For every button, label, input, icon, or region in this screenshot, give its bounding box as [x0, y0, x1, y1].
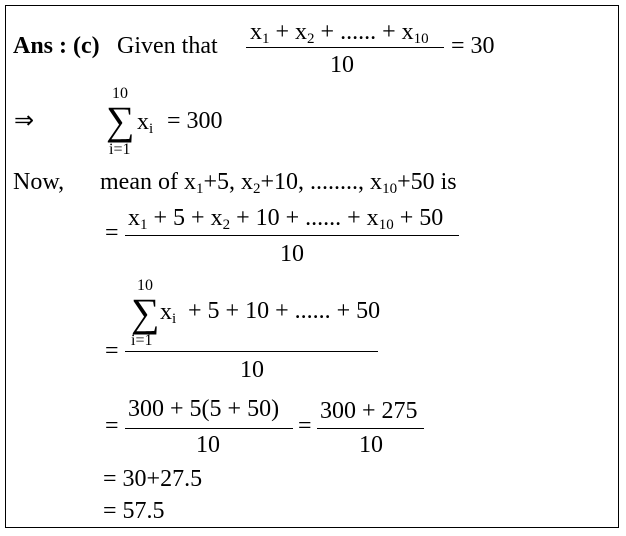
step1-fraction-bar: [125, 235, 459, 236]
implies-sum-var: $x_i$: [137, 109, 154, 137]
given-rhs: = 30: [451, 33, 495, 59]
step2-sigma-icon: ∑: [131, 290, 160, 335]
now-text: mean of $x_1+5$, $x_2+10$, ........, $x_{10}+50$ is: [100, 169, 457, 197]
step5-text: = 57.5: [103, 498, 165, 524]
given-denominator: 10: [330, 52, 354, 78]
implies-sigma-icon: ∑: [106, 98, 135, 143]
step3-left-denominator: 10: [196, 432, 220, 458]
step1-numerator: $x_1 + 5 + x_2 + 10$ + ...... + $x_{10} + 50$: [128, 205, 444, 233]
answer-intro: Given that: [117, 33, 218, 59]
answer-frame: [5, 5, 619, 528]
step3-right-numerator: 300 + 275: [320, 398, 418, 424]
step2-fraction-bar: [125, 351, 378, 352]
step2-numerator-rest: + 5 + 10 + ...... + 50: [188, 298, 381, 324]
step2-sum-lower: i=1: [131, 332, 153, 349]
implies-sum-lower: i=1: [109, 141, 131, 158]
step3-left-numerator: 300 + 5(5 + 50): [128, 396, 280, 422]
implies-sum-upper: 10: [112, 85, 128, 102]
step3-eq: =: [105, 413, 119, 439]
step3-left-fraction-bar: [125, 428, 293, 429]
given-numerator: $x_1 + x_2$ + ...... + $x_{10}$: [250, 19, 429, 47]
step2-denominator: 10: [240, 357, 264, 383]
implies-rhs: = 300: [167, 108, 223, 134]
step3-right-denominator: 10: [359, 432, 383, 458]
step2-sum-upper: 10: [137, 277, 153, 294]
step4-text: = 30+27.5: [103, 466, 203, 492]
step1-denominator: 10: [280, 241, 304, 267]
now-label: Now,: [13, 169, 65, 195]
step3-eq2: =: [298, 413, 312, 439]
step1-eq: =: [105, 220, 119, 246]
answer-label: Ans : (c): [13, 33, 100, 59]
step2-eq: =: [105, 338, 119, 364]
implies-symbol: ⇒: [14, 108, 35, 134]
step2-sum-var: $x_i$: [160, 299, 177, 327]
step3-right-fraction-bar: [317, 428, 424, 429]
given-fraction-bar: [246, 47, 444, 48]
